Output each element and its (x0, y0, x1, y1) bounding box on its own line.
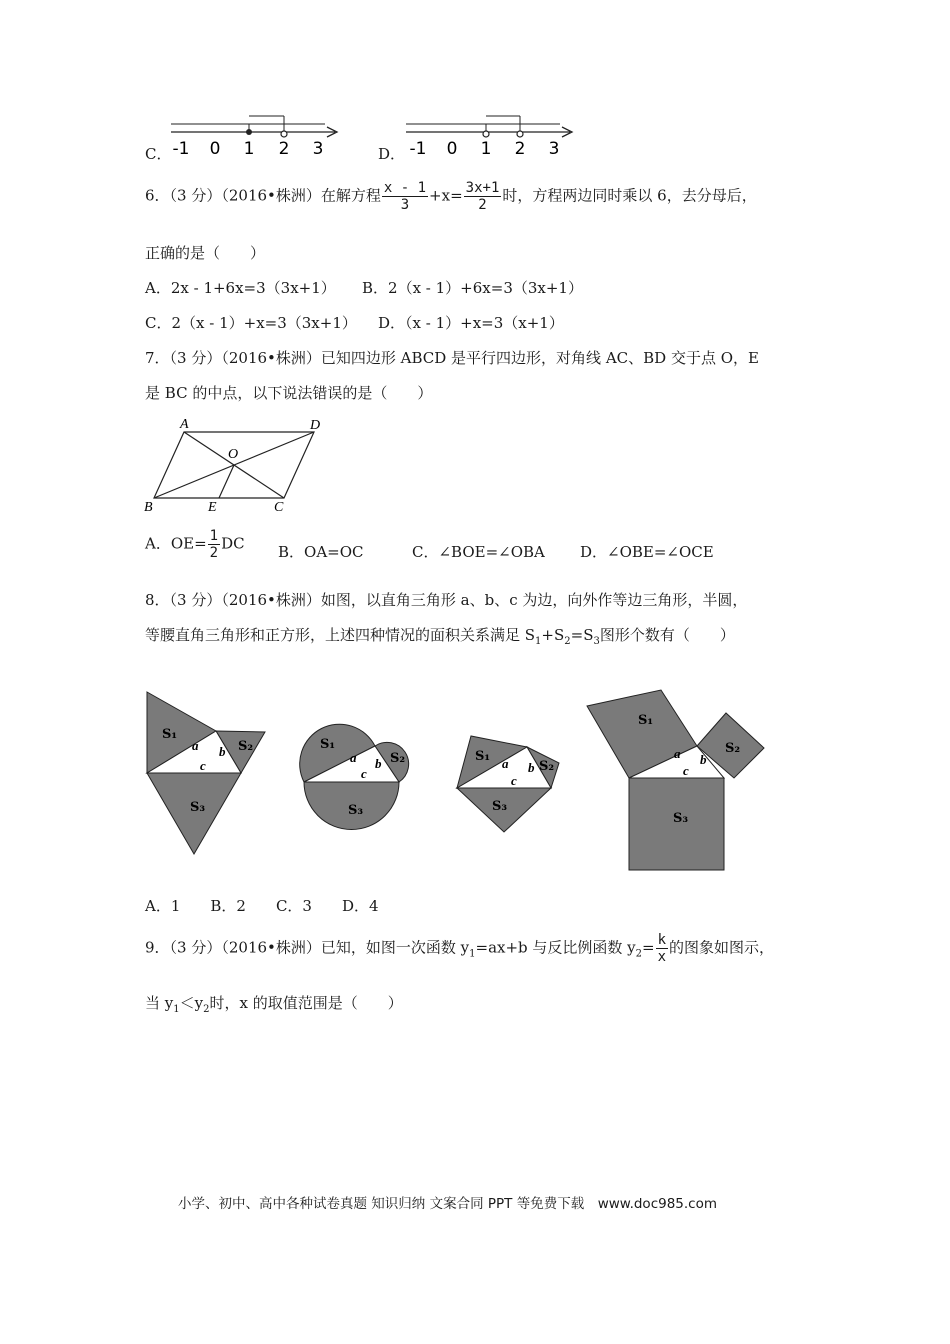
side-c-label: c (683, 763, 689, 778)
tick-label: 1 (243, 139, 255, 158)
q6-frac1-num: x - 1 (383, 180, 427, 196)
tick-label: 2 (278, 139, 290, 158)
side-c-label: c (511, 773, 517, 788)
q7-opt-a-post: DC (221, 534, 245, 553)
q6-frac1-den: 3 (400, 197, 410, 213)
q8-line2-mid: =S (570, 626, 594, 644)
tick-label: -1 (409, 139, 427, 158)
tick-label: 3 (548, 139, 560, 158)
q6-option-c[interactable]: C．2（x - 1）+x=3（3x+1） (145, 314, 357, 332)
tick-label: -1 (172, 139, 190, 158)
vertex-a-label: A (180, 417, 189, 432)
q8-stem-line1: 8．（3 分）（2016•株洲）如图，以直角三角形 a、b、c 为边，向外作等边三角形，半圆， (145, 591, 748, 609)
s1-label: S₁ (320, 737, 336, 752)
q9-sub: 2 (635, 948, 643, 960)
q8-sub: 3 (593, 636, 600, 647)
side-b-label: b (528, 760, 535, 775)
s2-label: S₂ (725, 741, 741, 756)
q5-number-line-d (400, 110, 580, 158)
figure-equilateral-triangles (140, 688, 275, 860)
side-b-label: b (375, 756, 382, 771)
q6-mid: +x= (429, 186, 463, 205)
q6-option-a[interactable]: A．2x - 1+6x=3（3x+1） (145, 279, 336, 297)
figure-isosceles-right-triangles (450, 728, 568, 838)
q8-line2-post: 图形个数有（ ） (599, 626, 735, 644)
q6-option-d[interactable]: D．（x - 1）+x=3（x+1） (378, 314, 564, 332)
q6-suffix: 时，方程两边同时乘以 6，去分母后， (502, 186, 757, 205)
point-e-label: E (208, 500, 217, 515)
q9-line2-post: 时，x 的取值范围是（ ） (209, 994, 403, 1012)
tick-label: 2 (514, 139, 526, 158)
q9-pre: 9．（3 分）（2016•株洲）已知，如图一次函数 y (145, 938, 470, 957)
q9-stem-line1 (145, 932, 774, 965)
tick-label: 3 (312, 139, 324, 158)
q8-sub: 2 (564, 636, 571, 647)
q7-opt-a-pre: A．OE= (145, 534, 207, 553)
q6-frac2-den: 2 (478, 197, 487, 213)
q5-option-d-label[interactable]: D． (378, 145, 406, 163)
vertex-b-label: B (144, 500, 153, 515)
q7-option-b[interactable]: B．OA=OC (278, 543, 364, 561)
side-b-label: b (219, 744, 226, 759)
q6-fraction-2 (464, 180, 502, 213)
s3-label: S₃ (190, 800, 206, 815)
q8-stem-line2 (145, 624, 735, 647)
q6-frac2-num: 3x+1 (465, 180, 500, 196)
q9-eq: = (642, 938, 655, 957)
s1-label: S₁ (638, 713, 654, 728)
q7-option-c[interactable]: C．∠BOE=∠OBA (412, 543, 545, 561)
s1-label: S₁ (162, 727, 178, 742)
q6-prefix: 6．（3 分）（2016•株洲）在解方程 (145, 186, 381, 205)
side-c-label: c (361, 766, 367, 781)
side-a-label: a (674, 746, 681, 761)
point-o-label: O (228, 447, 239, 462)
tick-label: 1 (480, 139, 492, 158)
q7-frac-num: 1 (209, 528, 219, 544)
q9-frac-den: x (657, 949, 667, 965)
q5-option-c-label[interactable]: C． (145, 145, 172, 163)
s2-label: S₂ (238, 739, 254, 754)
figure-semicircles (296, 716, 418, 832)
q7-option-a[interactable] (145, 528, 245, 561)
q9-sub: 2 (203, 1004, 210, 1015)
s2-label: S₂ (390, 751, 406, 766)
q7-opt-a-fraction (208, 528, 220, 561)
q8-options[interactable]: A．1 B．2 C．3 D．4 (145, 897, 379, 915)
q8-sub: 1 (535, 636, 542, 647)
s3-label: S₃ (492, 799, 508, 814)
q9-stem-line2 (145, 992, 403, 1015)
vertex-d-label: D (310, 418, 321, 433)
q8-line2-pre: 等腰直角三角形和正方形，上述四种情况的面积关系满足 S (145, 626, 536, 644)
page-footer: 小学、初中、高中各种试卷真题 知识归纳 文案合同 PPT 等免费下载 www.doc985.com (178, 1196, 718, 1212)
side-a-label: a (192, 738, 199, 753)
q6-option-b[interactable]: B．2（x - 1）+6x=3（3x+1） (362, 279, 583, 297)
s3-label: S₃ (348, 803, 364, 818)
q9-fraction (656, 932, 668, 965)
parallelogram-figure (140, 412, 340, 517)
q9-line2-pre: 当 y (145, 994, 174, 1012)
vertex-c-label: C (274, 500, 284, 515)
q6-fraction-1 (382, 180, 428, 213)
q7-stem-line1: 7．（3 分）（2016•株洲）已知四边形 ABCD 是平行四边形，对角线 AC、BD 交于点 O，E (145, 349, 759, 367)
q6-stem (145, 180, 757, 213)
side-c-label: c (200, 758, 206, 773)
side-a-label: a (502, 756, 509, 771)
q9-mid: =ax+b 与反比例函数 y (475, 938, 636, 957)
q7-frac-den: 2 (209, 545, 219, 561)
q9-frac-num: k (657, 932, 667, 948)
s3-label: S₃ (673, 811, 689, 826)
q7-stem-line2: 是 BC 的中点，以下说法错误的是（ ） (145, 384, 433, 402)
q8-line2-mid: +S (541, 626, 565, 644)
side-b-label: b (700, 752, 707, 767)
q5-number-line-c (165, 110, 345, 158)
q6-stem-line2: 正确的是（ ） (145, 244, 266, 262)
q9-post: 的图象如图示， (669, 938, 775, 957)
s1-label: S₁ (475, 749, 491, 764)
q9-sub: 1 (469, 948, 476, 960)
figure-squares (582, 680, 768, 876)
q7-option-d[interactable]: D．∠OBE=∠OCE (580, 543, 714, 561)
tick-label: 0 (209, 139, 221, 158)
q9-sub: 1 (173, 1004, 180, 1015)
q9-line2-mid: ＜y (179, 994, 204, 1012)
tick-label: 0 (446, 139, 458, 158)
s2-label: S₂ (539, 759, 555, 774)
side-a-label: a (350, 750, 357, 765)
